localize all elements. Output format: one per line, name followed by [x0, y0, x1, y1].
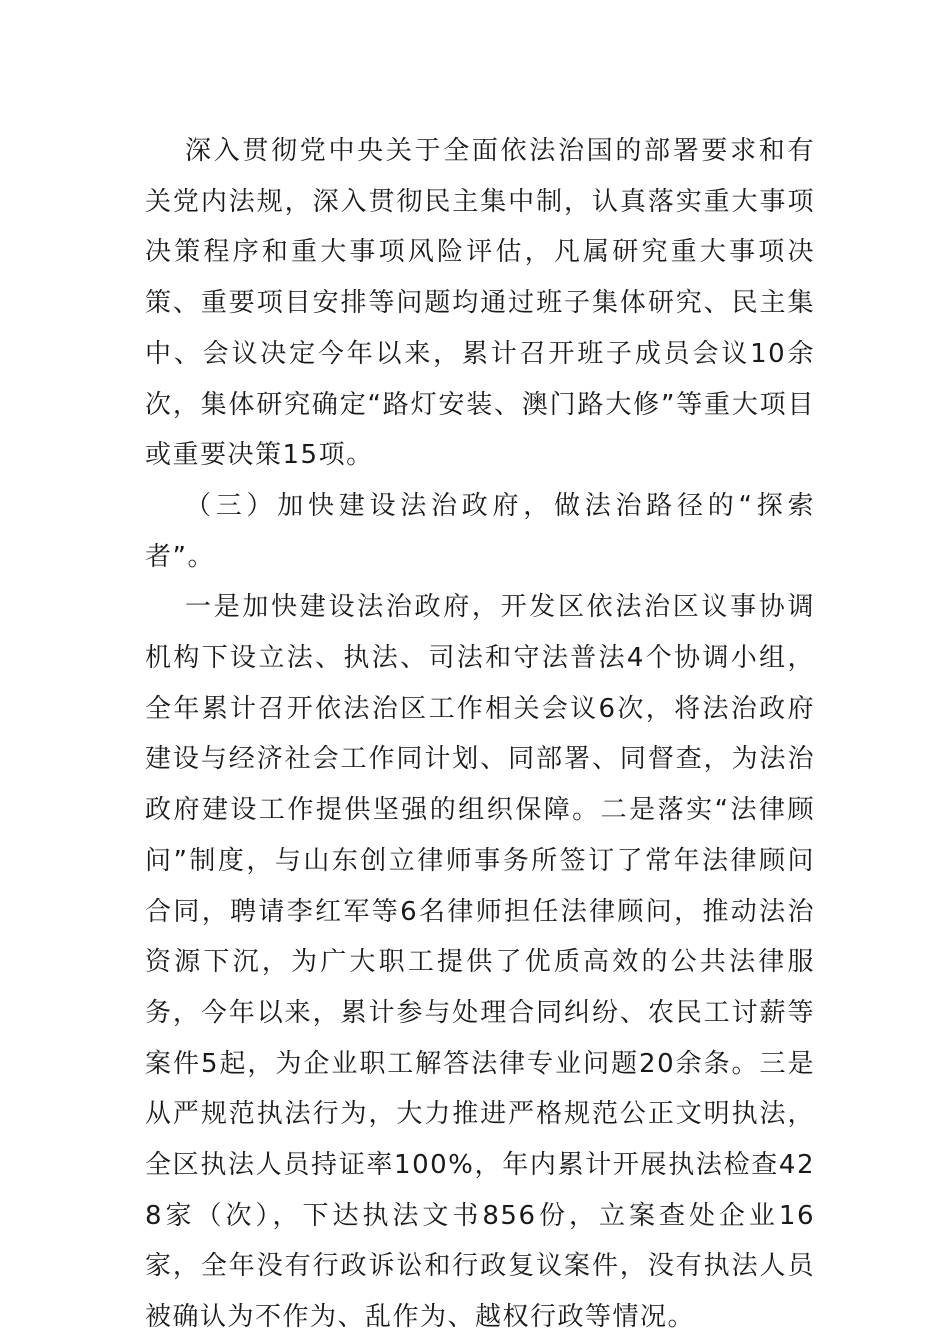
- paragraph-rule-of-law-government: 一是加快建设法治政府，开发区依法治区议事协调机构下设立法、执法、司法和守法普法4个协调小组，全年累计召开依法治区工作相关会议6次，将法治政府建设与经济社会工作同计划、同部署、同督查，为法治政府建设工作提供坚强的组织保障。二是落实“法律顾问”制度，与山东创立律师事务所签订了常年法律顾问合同，聘请李红军等6名律师担任法律顾问，推动法治资源下沉，为广大职工提供了优质高效的公共法律服务，今年以来，累计参与处理合同纠纷、农民工讨薪等案件5起，为企业职工解答法律专业问题20余条。三是从严规范执法行为，大力推进严格规范公正文明执法，全区执法人员持证率100%，年内累计开展执法检查428家（次），下达执法文书856份，立案查处企业16家，全年没有行政诉讼和行政复议案件，没有执法人员被确认为不作为、乱作为、越权行政等情况。: [145, 592, 815, 1333]
- document-body: [145, 126, 815, 1343]
- section-heading-3: （三）加快建设法治政府，做法治路径的“探索者”。: [145, 490, 815, 572]
- paragraph-decision-making: 深入贯彻党中央关于全面依法治国的部署要求和有关党内法规，深入贯彻民主集中制，认真落实重大事项决策程序和重大事项风险评估，凡属研究重大事项决策、重要项目安排等问题均通过班子集体研究、民主集中、会议决定今年以来，累计召开班子成员会议10余次，集体研究确定“路灯安装、澳门路大修”等重大项目或重要决策15项。: [145, 136, 815, 471]
